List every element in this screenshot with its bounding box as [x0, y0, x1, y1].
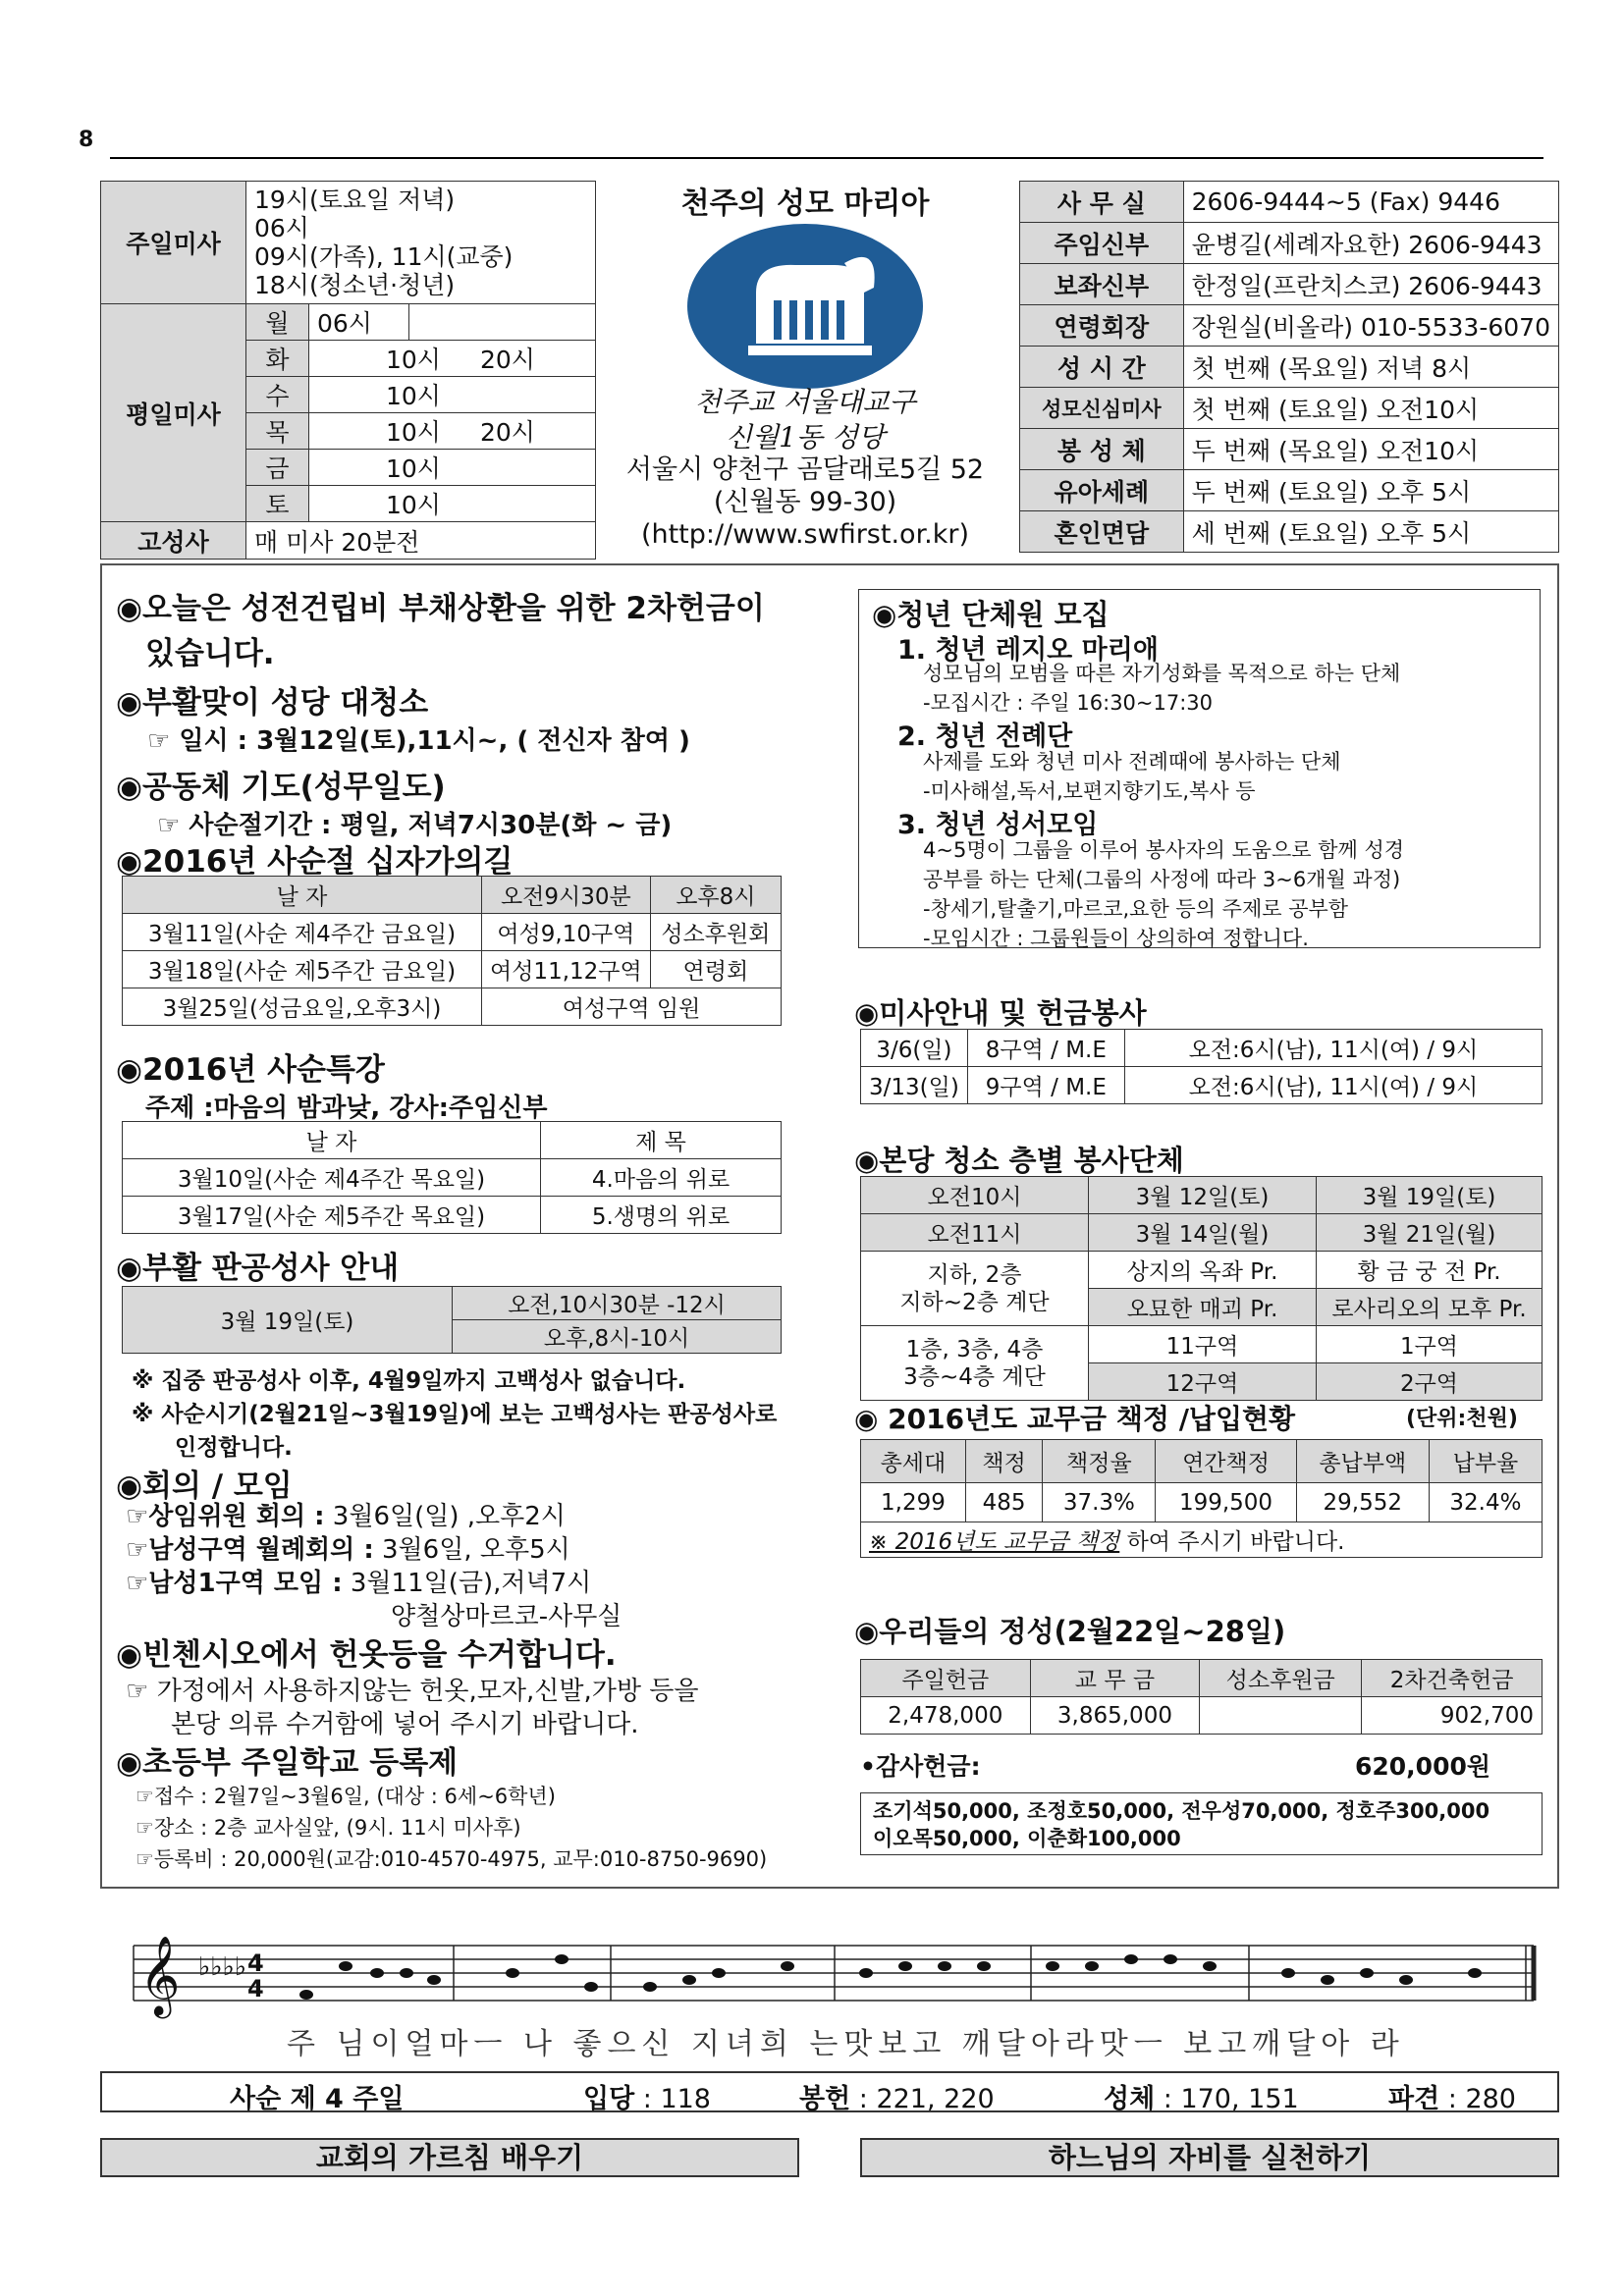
- table-header: 연간책정: [1156, 1440, 1296, 1483]
- cell: 여성9,10구역: [482, 914, 651, 951]
- header-rule: [110, 157, 1543, 159]
- cell: 오전11시: [861, 1214, 1089, 1252]
- weekday-day: 수: [246, 377, 309, 413]
- table-row: [123, 951, 782, 988]
- notice-clothes-line2: 본당 의류 수거함에 넣어 주시기 바랍니다.: [171, 1710, 639, 1739]
- parish-address: 서울시 양천구 곰달래로5길 52 (신월동 99-30) (http://www.swfirst.or.kr): [609, 454, 1001, 551]
- dues-title: ◉ 2016년도 교무금 책정 /납입현황: [854, 1403, 1296, 1435]
- notice-clothes-title: ◉빈첸시오에서 헌옷등을 수거합니다.: [116, 1637, 617, 1673]
- cell: 29,552: [1296, 1483, 1429, 1522]
- cell: 2,478,000: [861, 1697, 1031, 1735]
- cell: 37.3%: [1043, 1483, 1156, 1522]
- meeting-3-location: 양철상마르코-사무실: [391, 1602, 623, 1631]
- weekday-day: 화: [246, 341, 309, 377]
- cell: 12구역: [1089, 1363, 1317, 1401]
- svg-text:♭♭♭♭: ♭♭♭♭: [198, 1952, 247, 1982]
- info-value: 2606-9444~5 (Fax) 9446: [1183, 182, 1558, 223]
- notice-second-collection: ◉오늘은 성전건립비 부채상환을 위한 2차헌금이: [116, 591, 765, 626]
- cell: 3월11일(사순 제4주간 금요일): [123, 914, 482, 951]
- cleaning-table: [860, 1176, 1543, 1401]
- cell: 성소후원회: [650, 914, 781, 951]
- notice-cleaning-title: ◉부활맞이 성당 대청소: [116, 685, 429, 721]
- cell: 오후,8시-10시: [453, 1320, 782, 1354]
- notice-lecture-title: ◉2016년 사순특강: [116, 1052, 385, 1088]
- table-row: [123, 914, 782, 951]
- cell: [1200, 1697, 1362, 1735]
- notice-prayer-title: ◉공동체 기도(성무일도): [116, 770, 446, 805]
- notice-prayer-time: ☞ 사순절기간 : 평일, 저녁7시30분(화 ~ 금): [157, 811, 673, 840]
- offering-title: ◉우리들의 정성(2월22일~28일): [854, 1615, 1286, 1648]
- youth-title: ◉청년 단체원 모집: [872, 598, 1110, 631]
- info-value: 두 번째 (토요일) 오후 5시: [1183, 470, 1558, 511]
- info-value: 세 번째 (토요일) 오후 5시: [1183, 511, 1558, 553]
- communion-hymn: 성체 : 170, 151: [1104, 2084, 1299, 2114]
- confession-value: 매 미사 20분전: [246, 522, 596, 560]
- parish-logo-icon: [687, 224, 923, 389]
- youth-item-2: 2. 청년 전례단: [897, 721, 1073, 752]
- weekday-day: 토: [246, 486, 309, 522]
- sundayschool-line2: ☞장소 : 2층 교사실앞, (9시. 11시 미사후): [135, 1816, 521, 1840]
- svg-text:4: 4: [247, 1949, 264, 1977]
- table-header: 날 자: [123, 1122, 541, 1159]
- table-row: [861, 1697, 1543, 1735]
- notice-second-collection-cont: 있습니다.: [145, 636, 275, 671]
- weekday-time: 10시 20시: [309, 341, 596, 377]
- table-header: 성소후원금: [1200, 1660, 1362, 1697]
- cell: 3월18일(사순 제5주간 금요일): [123, 951, 482, 988]
- cell: 4.마음의 위로: [541, 1159, 782, 1197]
- info-value: 한정일(프란치스코) 2606-9443: [1183, 264, 1558, 305]
- table-header: 총세대: [861, 1440, 966, 1483]
- offering-table: [860, 1659, 1543, 1735]
- info-value: 첫 번째 (토요일) 오전10시: [1183, 388, 1558, 429]
- notice-stations-title: ◉2016년 사순절 십자가의길: [116, 844, 514, 880]
- info-key: 성모신심미사: [1020, 388, 1184, 429]
- table-header: 교 무 금: [1030, 1660, 1200, 1697]
- hymn-staff: [100, 1916, 1559, 2073]
- cell: 연령회: [650, 951, 781, 988]
- table-header: 총납부액: [1296, 1440, 1429, 1483]
- hymn-lyrics: 주 님이얼마ㅡ 나 좋으신 지녀희 는맛보고 깨달아라맛ㅡ 보고깨달아 라: [287, 2027, 1405, 2061]
- cell: 3월 21일(월): [1317, 1214, 1543, 1252]
- cell: 199,500: [1156, 1483, 1296, 1522]
- note-confession-3: 인정합니다.: [175, 1435, 293, 1461]
- cell: 1층, 3층, 4층 3층~4층 계단: [861, 1326, 1089, 1401]
- sundayschool-line1: ☞접수 : 2월7일~3월6일, (대상 : 6세~6학년): [135, 1785, 556, 1808]
- meeting-2: ☞남성구역 월례회의 : 3월6일, 오후5시: [126, 1535, 570, 1565]
- youth-item-1-desc: 성모님의 모범을 따른 자기성화를 목적으로 하는 단체: [923, 662, 1401, 685]
- info-key: 보좌신부: [1020, 264, 1184, 305]
- weekday-day: 금: [246, 450, 309, 486]
- cell: 여성구역 임원: [482, 988, 782, 1026]
- cell: 9구역 / M.E: [967, 1067, 1124, 1104]
- confession-table: [122, 1286, 782, 1354]
- table-row: [123, 988, 782, 1026]
- cell: 1구역: [1317, 1326, 1543, 1363]
- youth-item-3-time: -모임시간 : 그룹원들이 상의하여 정합니다.: [923, 927, 1309, 950]
- cell: 황 금 궁 전 Pr.: [1317, 1252, 1543, 1289]
- youth-item-1: 1. 청년 레지오 마리애: [897, 635, 1159, 666]
- cell: 5.생명의 위로: [541, 1197, 782, 1234]
- svg-text:4: 4: [247, 1975, 264, 2002]
- info-value: 장원실(비올라) 010-5533-6070: [1183, 305, 1558, 347]
- cell: 3월25일(성금요일,오후3시): [123, 988, 482, 1026]
- info-key: 주임신부: [1020, 223, 1184, 264]
- lecture-table: [122, 1121, 782, 1234]
- youth-item-3-desc3: -창세기,탈출기,마르코,요한 등의 주제로 공부함: [923, 897, 1349, 921]
- dues-table: [860, 1439, 1543, 1558]
- youth-item-1-time: -모집시간 : 주일 16:30~17:30: [923, 691, 1214, 715]
- table-row: [861, 1067, 1543, 1104]
- table-header: 책정율: [1043, 1440, 1156, 1483]
- cell: 3/13(일): [861, 1067, 968, 1104]
- info-value: 윤병길(세례자요한) 2606-9443: [1183, 223, 1558, 264]
- meeting-3: ☞남성1구역 모임 : 3월11일(금),저녁7시: [126, 1569, 592, 1598]
- cell: 오전10시: [861, 1177, 1089, 1214]
- youth-item-3-desc: 4~5명이 그룹을 이루어 봉사자의 도움으로 함께 성경: [923, 838, 1405, 862]
- table-row: [861, 1030, 1543, 1067]
- mass-guide-table: [860, 1029, 1543, 1104]
- table-header: 제 목: [541, 1122, 782, 1159]
- cell: 오전:6시(남), 11시(여) / 9시: [1124, 1030, 1542, 1067]
- liturgy-week: 사순 제 4 주일: [230, 2084, 405, 2114]
- table-row: [861, 1483, 1543, 1522]
- cell: 1,299: [861, 1483, 966, 1522]
- weekday-mass-label: 평일미사: [101, 304, 246, 522]
- cell: 오전:6시(남), 11시(여) / 9시: [1124, 1067, 1542, 1104]
- offertory-hymn: 봉헌 : 221, 220: [799, 2084, 995, 2114]
- mass-schedule-table: [100, 181, 596, 560]
- sunday-mass-times: 19시(토요일 저녁) 06시 09시(가족), 11시(교중) 18시(청소년·청년): [246, 182, 596, 304]
- youth-item-3: 3. 청년 성서모임: [897, 810, 1099, 840]
- dues-unit: (단위:천원): [1406, 1407, 1518, 1431]
- confession-label: 고성사: [101, 522, 246, 560]
- cell: 2구역: [1317, 1363, 1543, 1401]
- weekday-time-evening: [409, 304, 596, 341]
- cell: 3월 14일(월): [1089, 1214, 1317, 1252]
- sundayschool-line3: ☞등록비 : 20,000원(교감:010-4570-4975, 교무:010-8750-9690): [135, 1847, 768, 1871]
- cell: 3월 19일(토): [1317, 1177, 1543, 1214]
- youth-item-3-desc2: 공부를 하는 단체(그룹의 사정에 따라 3~6개월 과정): [923, 868, 1401, 891]
- cell: 902,700: [1362, 1697, 1543, 1735]
- cell: 3월 19일(토): [123, 1287, 453, 1354]
- weekday-day: 목: [246, 413, 309, 450]
- weekday-time: 10시: [309, 450, 596, 486]
- cell: 11구역: [1089, 1326, 1317, 1363]
- cell: 3/6(일): [861, 1030, 968, 1067]
- info-key: 연령회장: [1020, 305, 1184, 347]
- info-value: 첫 번째 (목요일) 저녁 8시: [1183, 347, 1558, 388]
- cell: 8구역 / M.E: [967, 1030, 1124, 1067]
- info-value: 두 번째 (목요일) 오전10시: [1183, 429, 1558, 470]
- info-key: 혼인면담: [1020, 511, 1184, 553]
- thanks-donors: 조기석50,000, 조정호50,000, 전우성70,000, 정호주300,000 이오목50,000, 이춘화100,000: [860, 1792, 1543, 1855]
- church-teaching-button[interactable]: 교회의 가르침 배우기: [100, 2138, 799, 2177]
- dismissal-hymn: 파견 : 280: [1388, 2084, 1516, 2114]
- svg-text:𝄞: 𝄞: [139, 1935, 181, 2015]
- notice-clothes-line1: ☞ 가정에서 사용하지않는 헌옷,모자,신발,가방 등을: [126, 1677, 699, 1706]
- notice-confession-title: ◉부활 판공성사 안내: [116, 1251, 400, 1286]
- office-info-table: [1019, 181, 1559, 553]
- note-confession-1: ※ 집중 판공성사 이후, 4월9일까지 고백성사 없습니다.: [132, 1368, 686, 1394]
- cell: 로사리오의 모후 Pr.: [1317, 1289, 1543, 1326]
- table-header: 납부율: [1429, 1440, 1542, 1483]
- info-key: 성 시 간: [1020, 347, 1184, 388]
- table-header: 책정: [965, 1440, 1042, 1483]
- table-header: 2차건축헌금: [1362, 1660, 1543, 1697]
- entrance-hymn: 입당 : 118: [583, 2084, 711, 2114]
- youth-item-2-detail: -미사해설,독서,보편지향기도,복사 등: [923, 779, 1256, 803]
- info-key: 사 무 실: [1020, 182, 1184, 223]
- notice-cleaning-date: ☞ 일시 : 3월12일(토),11시~, ( 전신자 참여 ): [147, 726, 690, 756]
- cleaning-title: ◉본당 청소 층별 봉사단체: [854, 1144, 1184, 1177]
- liturgy-info-bar: [100, 2071, 1559, 2112]
- stations-table: [122, 876, 782, 1026]
- notice-meetings-title: ◉회의 / 모임: [116, 1468, 293, 1504]
- cell: 오묘한 매괴 Pr.: [1089, 1289, 1317, 1326]
- note-confession-2: ※ 사순시기(2월21일~3월19일)에 보는 고백성사는 판공성사로: [132, 1402, 778, 1427]
- table-header: 오전9시30분: [482, 877, 651, 914]
- cell: 상지의 옥좌 Pr.: [1089, 1252, 1317, 1289]
- table-header: 오후8시: [650, 877, 781, 914]
- weekday-time: 06시: [309, 304, 409, 341]
- weekday-time: 10시: [309, 486, 596, 522]
- mercy-practice-button[interactable]: 하느님의 자비를 실천하기: [860, 2138, 1559, 2177]
- cell: 지하, 2층 지하~2층 계단: [861, 1252, 1089, 1326]
- weekday-time: 10시 20시: [309, 413, 596, 450]
- cell: 3월17일(사순 제5주간 목요일): [123, 1197, 541, 1234]
- cell: 3월10일(사순 제4주간 목요일): [123, 1159, 541, 1197]
- notice-sundayschool-title: ◉초등부 주일학교 등록제: [116, 1745, 459, 1781]
- cell: 3월 12일(토): [1089, 1177, 1317, 1214]
- sunday-mass-label: 주일미사: [101, 182, 246, 304]
- page-number: 8: [79, 128, 94, 152]
- table-row: [123, 1159, 782, 1197]
- parish-calligraphy: 천주교 서울대교구 신월1동 성당: [694, 386, 916, 454]
- info-key: 봉 성 체: [1020, 429, 1184, 470]
- cell: 485: [965, 1483, 1042, 1522]
- youth-item-2-desc: 사제를 도와 청년 미사 전례때에 봉사하는 단체: [923, 750, 1341, 774]
- table-row: [123, 1197, 782, 1234]
- meeting-1: ☞상임위원 회의 : 3월6일(일) ,오후2시: [126, 1502, 566, 1531]
- cell: 여성11,12구역: [482, 951, 651, 988]
- dues-note: ※ 2016년도 교무금 책정 하여 주시기 바랍니다.: [861, 1522, 1543, 1558]
- thanks-value: 620,000원: [1355, 1752, 1491, 1781]
- weekday-time: 10시: [309, 377, 596, 413]
- cell: 오전,10시30분 -12시: [453, 1287, 782, 1320]
- notice-lecture-subtitle: 주제 :마음의 밤과낮, 강사:주임신부: [145, 1094, 548, 1123]
- info-key: 유아세례: [1020, 470, 1184, 511]
- mass-guide-title: ◉미사안내 및 헌금봉사: [854, 996, 1147, 1030]
- cell: 3,865,000: [1030, 1697, 1200, 1735]
- weekday-day: 월: [246, 304, 309, 341]
- thanks-label: •감사헌금:: [860, 1752, 981, 1781]
- parish-website[interactable]: (http://www.swfirst.or.kr): [640, 519, 970, 550]
- cell: 32.4%: [1429, 1483, 1542, 1522]
- parish-title: 천주의 성모 마리아: [680, 187, 930, 221]
- table-header: 날 자: [123, 877, 482, 914]
- table-header: 주일헌금: [861, 1660, 1031, 1697]
